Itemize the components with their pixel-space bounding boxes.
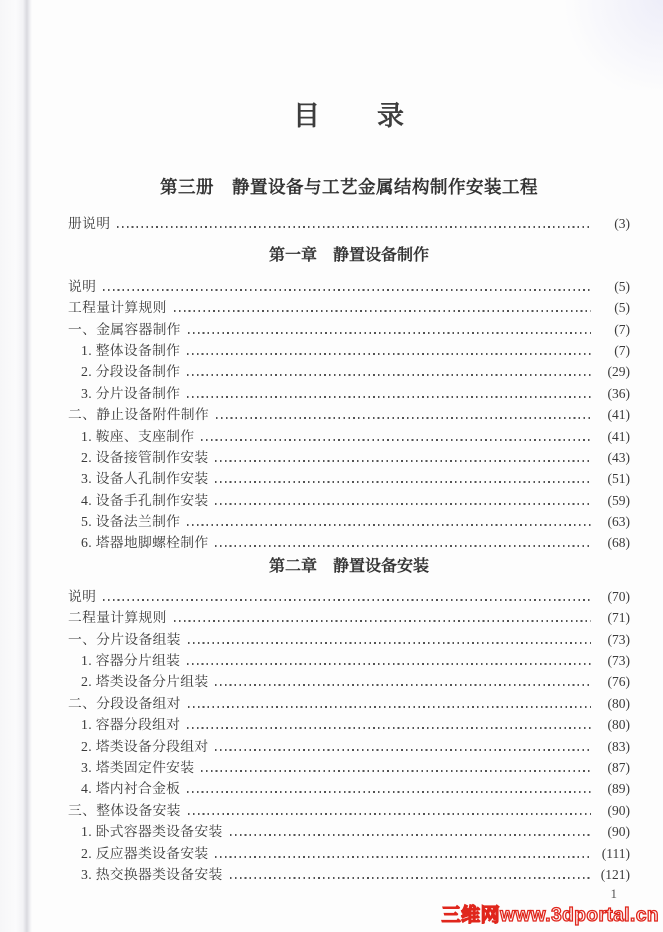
toc-section (68, 556, 630, 883)
dot-leader (215, 545, 591, 547)
toc-entry-page: (7) (614, 321, 630, 337)
dot-leader (188, 642, 591, 644)
toc-entry (68, 798, 630, 819)
toc-rows (68, 274, 630, 552)
dot-leader (215, 856, 591, 858)
toc-entry-page: (73) (607, 653, 630, 669)
toc-entry-label: 5. 设备法兰制作 (81, 514, 181, 530)
dot-leader (103, 599, 591, 601)
watermark: 三维网www.3dportal.cn (441, 905, 659, 926)
chapter-heading: 第一章 静置设备制作 (268, 247, 429, 265)
dot-leader (174, 620, 591, 622)
toc-section (68, 245, 630, 552)
toc-entry-label: 1. 容器分段组对 (81, 717, 181, 733)
toc-entry (68, 584, 630, 605)
toc-entry-label: 说明 (68, 278, 97, 294)
toc-entry-label: 一、分片设备组装 (68, 631, 181, 647)
dot-leader (103, 289, 591, 291)
toc-entry-page: (7) (614, 342, 630, 358)
toc-entry (68, 820, 630, 841)
toc-entry-label: 1. 容器分片组装 (81, 653, 181, 669)
toc-entry-page: (51) (607, 471, 630, 487)
toc-entry-label: 说明 (68, 588, 97, 604)
toc-entry-page: (90) (607, 824, 630, 840)
toc-entry-page: (80) (607, 717, 630, 733)
toc-entry (68, 713, 630, 734)
toc-entry-label: 4. 塔内衬合金板 (81, 781, 181, 797)
toc-entry-label: 1. 鞍座、支座制作 (81, 428, 195, 444)
toc-entry-label: 6. 塔器地脚螺栓制作 (81, 535, 209, 551)
toc-entry-page: (76) (607, 674, 630, 690)
chapter-heading: 第二章 静置设备安装 (268, 558, 429, 576)
dot-leader (187, 353, 591, 355)
toc-entry (68, 296, 630, 317)
toc-entry (68, 381, 630, 402)
toc-entry (68, 606, 630, 627)
toc-rows (68, 212, 630, 233)
toc-entry-page: (5) (614, 300, 630, 316)
toc-entry (68, 670, 630, 691)
toc-entry (68, 841, 630, 862)
toc-entry (68, 446, 630, 467)
toc-entry-label: 册说明 (68, 216, 111, 232)
toc-entry-page: (111) (601, 845, 630, 861)
toc-entry-label: 3. 设备人孔制作安装 (81, 471, 209, 487)
toc-entry-label: 工程量计算规则 (68, 300, 167, 316)
toc-entry (68, 627, 630, 648)
toc-rows (68, 584, 630, 883)
toc-entry-page: (90) (607, 802, 630, 818)
dot-leader (215, 749, 591, 751)
toc-entry-label: 2. 分段设备制作 (81, 364, 181, 380)
toc-entry (68, 424, 630, 445)
toc-entry-label: 3. 热交换器类设备安装 (81, 866, 223, 882)
dot-leader (187, 791, 591, 793)
toc-entry (68, 863, 630, 884)
dot-leader (187, 663, 591, 665)
dot-leader (187, 727, 591, 729)
toc-entry-label: 3. 塔类固定件安装 (81, 759, 195, 775)
toc-entry-page: (121) (600, 866, 630, 882)
toc-entry-page: (41) (607, 428, 630, 444)
toc-entry-page: (41) (607, 407, 630, 423)
toc-entry-page: (59) (607, 492, 630, 508)
dot-leader (187, 524, 591, 526)
toc-entry (68, 734, 630, 755)
toc-entry-page: (68) (607, 535, 630, 551)
toc-entry-label: 2. 塔类设备分段组对 (81, 738, 209, 754)
toc-entry-page: (70) (607, 588, 630, 604)
page-spine-shadow (0, 0, 32, 932)
toc-entry (68, 756, 630, 777)
dot-leader (230, 834, 591, 836)
toc-entry (68, 488, 630, 509)
toc-entry-page: (89) (607, 781, 630, 797)
dot-leader (201, 770, 591, 772)
toc-entry-label: 2. 设备接管制作安装 (81, 449, 209, 465)
toc-entry (68, 691, 630, 712)
toc-entry-label: 2. 反应器类设备安装 (81, 845, 209, 861)
dot-leader (187, 374, 591, 376)
dot-leader (230, 877, 591, 879)
toc-entry-label: 3. 分片设备制作 (81, 385, 181, 401)
dot-leader (215, 460, 591, 462)
toc-entry (68, 510, 630, 531)
dot-leader (201, 439, 591, 441)
toc-entry-label: 1. 卧式容器类设备安装 (81, 824, 223, 840)
toc-entry-label: 二、静止设备附件制作 (68, 407, 209, 423)
toc-entry (68, 339, 630, 360)
toc-entry (68, 467, 630, 488)
toc-entry-label: 二、分段设备组对 (68, 695, 181, 711)
toc-entry (68, 403, 630, 424)
toc-entry (68, 274, 630, 295)
toc-entry-label: 1. 整体设备制作 (81, 342, 181, 358)
toc-entry-page: (3) (614, 216, 630, 232)
toc-entry (68, 317, 630, 338)
dot-leader (215, 503, 591, 505)
toc-sections (68, 212, 630, 884)
toc-entry (68, 649, 630, 670)
toc-page (68, 0, 630, 884)
toc-entry-page: (87) (607, 759, 630, 775)
toc-entry (68, 360, 630, 381)
toc-entry (68, 212, 630, 233)
dot-leader (188, 813, 591, 815)
toc-entry (68, 531, 630, 552)
toc-entry-page: (80) (607, 695, 630, 711)
toc-entry (68, 777, 630, 798)
dot-leader (188, 706, 591, 708)
toc-entry-label: 4. 设备手孔制作安装 (81, 492, 209, 508)
toc-entry-label: 一、金属容器制作 (68, 321, 181, 337)
dot-leader (215, 481, 591, 483)
book-title: 第三册 静置设备与工艺金属结构制作安装工程 (160, 177, 538, 197)
toc-section (68, 212, 630, 233)
toc-entry-page: (71) (607, 610, 630, 626)
dot-leader (216, 417, 591, 419)
dot-leader (215, 684, 591, 686)
toc-entry-label: 2. 塔类设备分片组装 (81, 674, 209, 690)
dot-leader (188, 332, 591, 334)
toc-entry-page: (83) (607, 738, 630, 754)
toc-entry-page: (36) (607, 385, 630, 401)
toc-entry-label: 二程量计算规则 (68, 610, 167, 626)
toc-entry-page: (29) (607, 364, 630, 380)
toc-entry-label: 三、整体设备安装 (68, 802, 181, 818)
dot-leader (117, 226, 591, 228)
toc-entry-page: (43) (607, 449, 630, 465)
toc-entry-page: (73) (607, 631, 630, 647)
footer-page-number: 1 (610, 886, 617, 901)
dot-leader (174, 310, 591, 312)
toc-entry-page: (5) (614, 278, 630, 294)
toc-entry-page: (63) (607, 514, 630, 530)
dot-leader (187, 396, 591, 398)
page-title: 目 录 (293, 101, 405, 131)
